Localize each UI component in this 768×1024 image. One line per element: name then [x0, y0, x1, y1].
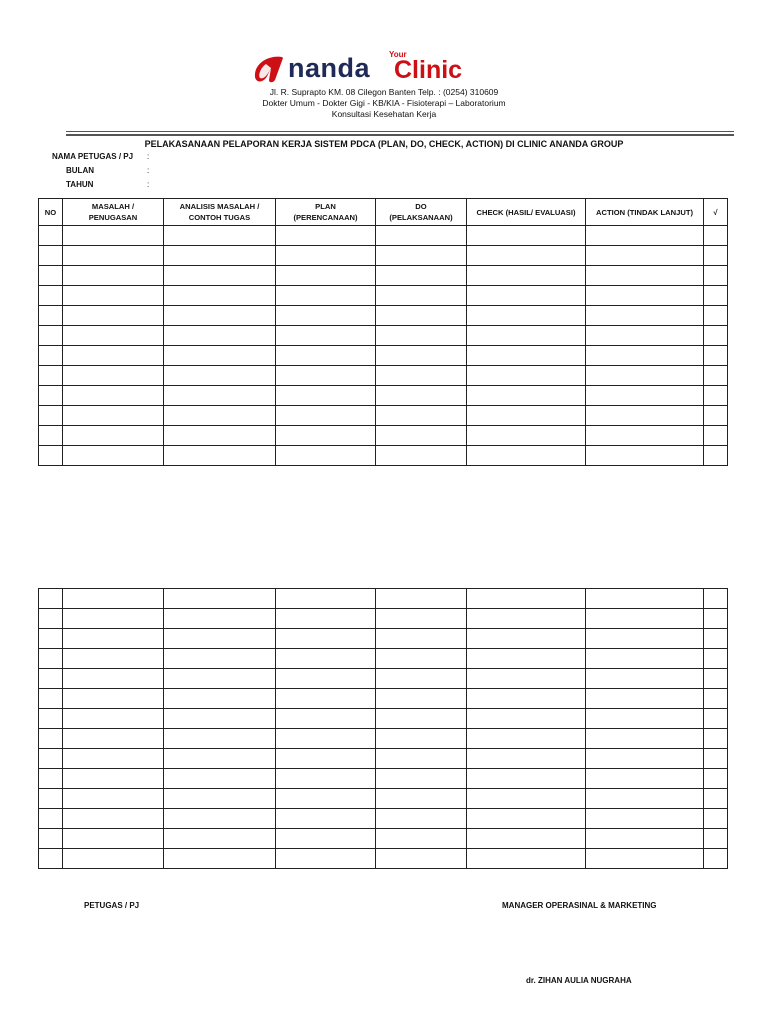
- table-cell[interactable]: [63, 246, 164, 266]
- table-cell[interactable]: [704, 849, 728, 869]
- table-cell[interactable]: [704, 629, 728, 649]
- table-cell[interactable]: [164, 849, 276, 869]
- table-row: [39, 326, 728, 346]
- table-cell[interactable]: [586, 789, 704, 809]
- table-cell[interactable]: [63, 426, 164, 446]
- table-cell[interactable]: [276, 729, 376, 749]
- table-cell[interactable]: [164, 266, 276, 286]
- table-cell[interactable]: [39, 849, 63, 869]
- table-cell[interactable]: [39, 629, 63, 649]
- table-cell[interactable]: [376, 346, 467, 366]
- logo-mark-icon: [252, 54, 288, 86]
- table-cell[interactable]: [39, 326, 63, 346]
- table-row: [39, 709, 728, 729]
- table-cell[interactable]: [63, 729, 164, 749]
- table-cell[interactable]: [586, 749, 704, 769]
- table-row: [39, 246, 728, 266]
- table-cell[interactable]: [164, 689, 276, 709]
- table-row: [39, 849, 728, 869]
- table-cell[interactable]: [467, 649, 586, 669]
- table-cell[interactable]: [164, 809, 276, 829]
- table-cell[interactable]: [164, 226, 276, 246]
- table-row: [39, 306, 728, 326]
- table-cell[interactable]: [376, 669, 467, 689]
- table-cell[interactable]: [376, 789, 467, 809]
- table-cell[interactable]: [376, 446, 467, 466]
- table-cell[interactable]: [276, 346, 376, 366]
- table-row: [39, 769, 728, 789]
- table-cell[interactable]: [39, 226, 63, 246]
- table-cell[interactable]: [39, 649, 63, 669]
- table-cell[interactable]: [63, 266, 164, 286]
- table-row: [39, 689, 728, 709]
- table-cell[interactable]: [164, 769, 276, 789]
- table-cell[interactable]: [63, 689, 164, 709]
- table-cell[interactable]: [39, 789, 63, 809]
- table-cell[interactable]: [704, 226, 728, 246]
- table-cell[interactable]: [376, 266, 467, 286]
- table-cell[interactable]: [63, 306, 164, 326]
- table-cell[interactable]: [276, 246, 376, 266]
- header-divider-thick: [66, 134, 734, 136]
- table-cell[interactable]: [276, 266, 376, 286]
- table-cell[interactable]: [704, 589, 728, 609]
- table-row: [39, 589, 728, 609]
- table-cell[interactable]: [39, 809, 63, 829]
- table-cell[interactable]: [164, 346, 276, 366]
- table-cell[interactable]: [376, 729, 467, 749]
- table-cell[interactable]: [467, 769, 586, 789]
- table-cell[interactable]: [39, 769, 63, 789]
- table-cell[interactable]: [704, 809, 728, 829]
- table-cell[interactable]: [164, 829, 276, 849]
- table-cell[interactable]: [276, 709, 376, 729]
- field-colon-petugas: :: [147, 152, 150, 161]
- table-cell[interactable]: [376, 589, 467, 609]
- table-cell[interactable]: [586, 386, 704, 406]
- table-cell[interactable]: [467, 286, 586, 306]
- table-cell[interactable]: [704, 246, 728, 266]
- table-cell[interactable]: [586, 589, 704, 609]
- table-row: [39, 809, 728, 829]
- table-cell[interactable]: [376, 649, 467, 669]
- table-cell[interactable]: [376, 849, 467, 869]
- table-cell[interactable]: [164, 609, 276, 629]
- table-cell[interactable]: [63, 226, 164, 246]
- table-cell[interactable]: [276, 386, 376, 406]
- table-cell[interactable]: [467, 809, 586, 829]
- table-cell[interactable]: [63, 346, 164, 366]
- table-row: [39, 406, 728, 426]
- table-cell[interactable]: [63, 629, 164, 649]
- table-cell[interactable]: [586, 629, 704, 649]
- table-cell[interactable]: [467, 749, 586, 769]
- table-cell[interactable]: [467, 266, 586, 286]
- table-row: [39, 649, 728, 669]
- table-cell[interactable]: [586, 829, 704, 849]
- table-cell[interactable]: [586, 226, 704, 246]
- logo-your-text: Your: [389, 50, 407, 59]
- table-cell[interactable]: [164, 729, 276, 749]
- table-cell[interactable]: [467, 609, 586, 629]
- table-cell[interactable]: [63, 406, 164, 426]
- table-cell[interactable]: [63, 849, 164, 869]
- table-row: [39, 386, 728, 406]
- table-cell[interactable]: [376, 406, 467, 426]
- header-no: NO: [39, 199, 63, 226]
- table-cell[interactable]: [586, 306, 704, 326]
- table-cell[interactable]: [376, 769, 467, 789]
- table-cell[interactable]: [276, 226, 376, 246]
- table-cell[interactable]: [376, 226, 467, 246]
- table-cell[interactable]: [164, 426, 276, 446]
- table-cell[interactable]: [39, 246, 63, 266]
- table-cell[interactable]: [39, 589, 63, 609]
- table-cell[interactable]: [39, 426, 63, 446]
- table-cell[interactable]: [39, 689, 63, 709]
- table-cell[interactable]: [586, 446, 704, 466]
- table-cell[interactable]: [376, 629, 467, 649]
- table-row: [39, 669, 728, 689]
- table-row: [39, 446, 728, 466]
- table-cell[interactable]: [467, 789, 586, 809]
- table-cell[interactable]: [704, 609, 728, 629]
- table-cell[interactable]: [376, 749, 467, 769]
- address-line-3: Konsultasi Kesehatan Kerja: [331, 109, 437, 119]
- table-cell[interactable]: [586, 246, 704, 266]
- table-cell[interactable]: [467, 446, 586, 466]
- table-cell[interactable]: [276, 326, 376, 346]
- table-cell[interactable]: [586, 809, 704, 829]
- table-cell[interactable]: [39, 286, 63, 306]
- table-cell[interactable]: [704, 769, 728, 789]
- table-cell[interactable]: [376, 709, 467, 729]
- table-cell[interactable]: [276, 406, 376, 426]
- table-cell[interactable]: [164, 629, 276, 649]
- table-cell[interactable]: [376, 286, 467, 306]
- table-cell[interactable]: [39, 366, 63, 386]
- table-cell[interactable]: [276, 849, 376, 869]
- clinic-logo: [252, 48, 492, 88]
- table-cell[interactable]: [276, 829, 376, 849]
- table-cell[interactable]: [164, 386, 276, 406]
- table-cell[interactable]: [376, 609, 467, 629]
- table-cell[interactable]: [586, 729, 704, 749]
- table-cell[interactable]: [586, 426, 704, 446]
- signature-label-manager: MANAGER OPERASINAL & MARKETING: [502, 901, 657, 910]
- table-cell[interactable]: [63, 649, 164, 669]
- table-cell[interactable]: [704, 729, 728, 749]
- pdca-table-2: [38, 588, 728, 869]
- table-cell[interactable]: [63, 326, 164, 346]
- header-check: CHECK (HASIL/ EVALUASI): [467, 199, 586, 226]
- pdca-table-1: [38, 198, 728, 466]
- table-cell[interactable]: [164, 669, 276, 689]
- table-cell[interactable]: [467, 406, 586, 426]
- table-cell[interactable]: [586, 326, 704, 346]
- address-line-2: Dokter Umum - Dokter Gigi - KB/KIA - Fisioterapi – Laboratorium: [262, 98, 506, 108]
- table-cell[interactable]: [704, 326, 728, 346]
- header-plan: PLAN (PERENCANAAN): [276, 199, 376, 226]
- table-cell[interactable]: [376, 689, 467, 709]
- document-title: PELAKASANAAN PELAPORAN KERJA SISTEM PDCA (PLAN, DO, CHECK, ACTION) DI CLINIC ANANDA GROUP: [144, 139, 624, 149]
- table-cell[interactable]: [276, 689, 376, 709]
- table-cell[interactable]: [164, 589, 276, 609]
- logo-clinic-text: Clinic: [394, 56, 463, 84]
- table-cell[interactable]: [586, 346, 704, 366]
- table-cell[interactable]: [704, 286, 728, 306]
- signature-name-manager: dr. ZIHAN AULIA NUGRAHA: [526, 976, 632, 985]
- table-cell[interactable]: [63, 809, 164, 829]
- table-cell[interactable]: [704, 306, 728, 326]
- table-cell[interactable]: [704, 266, 728, 286]
- table-cell[interactable]: [467, 689, 586, 709]
- table-cell[interactable]: [39, 266, 63, 286]
- table-row: [39, 346, 728, 366]
- table-cell[interactable]: [704, 446, 728, 466]
- table-cell[interactable]: [276, 446, 376, 466]
- table-cell[interactable]: [376, 386, 467, 406]
- table-cell[interactable]: [467, 326, 586, 346]
- table-cell[interactable]: [276, 809, 376, 829]
- table-cell[interactable]: [39, 729, 63, 749]
- table-cell[interactable]: [467, 849, 586, 869]
- table-row: [39, 226, 728, 246]
- field-colon-tahun: :: [147, 180, 150, 189]
- table-cell[interactable]: [586, 709, 704, 729]
- table-cell[interactable]: [586, 366, 704, 386]
- table-row: [39, 629, 728, 649]
- table-cell[interactable]: [586, 406, 704, 426]
- header-analisis: ANALISIS MASALAH / CONTOH TUGAS: [164, 199, 276, 226]
- table-cell[interactable]: [467, 226, 586, 246]
- table-cell[interactable]: [467, 306, 586, 326]
- table-cell[interactable]: [164, 246, 276, 266]
- table-cell[interactable]: [586, 286, 704, 306]
- table-cell[interactable]: [586, 849, 704, 869]
- table-row: [39, 609, 728, 629]
- table-cell[interactable]: [704, 649, 728, 669]
- table-cell[interactable]: [164, 306, 276, 326]
- table-cell[interactable]: [276, 609, 376, 629]
- table-cell[interactable]: [704, 709, 728, 729]
- table-cell[interactable]: [164, 749, 276, 769]
- address-line-1: Jl. R. Suprapto KM. 08 Cilegon Banten Telp. : (0254) 310609: [269, 87, 499, 97]
- table-cell[interactable]: [164, 366, 276, 386]
- field-label-bulan: BULAN: [66, 166, 94, 175]
- signature-label-petugas: PETUGAS / PJ: [84, 901, 140, 910]
- table-row: [39, 829, 728, 849]
- table-cell[interactable]: [39, 609, 63, 629]
- table-cell[interactable]: [276, 789, 376, 809]
- table-cell[interactable]: [467, 366, 586, 386]
- table-cell[interactable]: [39, 446, 63, 466]
- table-cell[interactable]: [276, 769, 376, 789]
- table-cell[interactable]: [704, 346, 728, 366]
- table-row: [39, 266, 728, 286]
- table-cell[interactable]: [276, 426, 376, 446]
- table-cell[interactable]: [164, 446, 276, 466]
- table-cell[interactable]: [276, 629, 376, 649]
- table-row: [39, 789, 728, 809]
- table-row: [39, 749, 728, 769]
- table-cell[interactable]: [164, 406, 276, 426]
- table-cell[interactable]: [704, 426, 728, 446]
- table-cell[interactable]: [376, 829, 467, 849]
- table-cell[interactable]: [276, 649, 376, 669]
- table-cell[interactable]: [704, 749, 728, 769]
- table-cell[interactable]: [704, 386, 728, 406]
- table-cell[interactable]: [39, 306, 63, 326]
- table-cell[interactable]: [63, 669, 164, 689]
- header-do: DO (PELAKSANAAN): [376, 199, 467, 226]
- header-checkmark: √: [704, 199, 728, 226]
- table-cell[interactable]: [63, 589, 164, 609]
- table-cell[interactable]: [376, 246, 467, 266]
- table-cell[interactable]: [39, 406, 63, 426]
- table-row: [39, 426, 728, 446]
- logo-brand-text: nanda: [288, 53, 371, 83]
- table-cell[interactable]: [467, 669, 586, 689]
- table-cell[interactable]: [276, 306, 376, 326]
- table-cell[interactable]: [586, 649, 704, 669]
- table-cell[interactable]: [164, 286, 276, 306]
- table-cell[interactable]: [63, 829, 164, 849]
- header-action: ACTION (TINDAK LANJUT): [586, 199, 704, 226]
- table-cell[interactable]: [376, 809, 467, 829]
- table-header-row: [39, 199, 728, 226]
- table-cell[interactable]: [467, 246, 586, 266]
- table-cell[interactable]: [467, 426, 586, 446]
- table-cell[interactable]: [276, 366, 376, 386]
- table-cell[interactable]: [704, 366, 728, 386]
- table-cell[interactable]: [276, 286, 376, 306]
- table-cell[interactable]: [704, 406, 728, 426]
- table-row: [39, 366, 728, 386]
- table-cell[interactable]: [467, 729, 586, 749]
- table-cell[interactable]: [704, 829, 728, 849]
- table-cell[interactable]: [586, 669, 704, 689]
- header-divider: [66, 131, 734, 132]
- table-cell[interactable]: [467, 829, 586, 849]
- table-row: [39, 729, 728, 749]
- table-cell[interactable]: [164, 326, 276, 346]
- table-cell[interactable]: [39, 346, 63, 366]
- table-cell[interactable]: [376, 306, 467, 326]
- table-cell[interactable]: [39, 669, 63, 689]
- field-label-tahun: TAHUN: [66, 180, 94, 189]
- table-cell[interactable]: [63, 366, 164, 386]
- table-cell[interactable]: [39, 709, 63, 729]
- table-cell[interactable]: [63, 446, 164, 466]
- table-cell[interactable]: [63, 386, 164, 406]
- table-cell[interactable]: [704, 689, 728, 709]
- field-colon-bulan: :: [147, 166, 150, 175]
- table-cell[interactable]: [467, 386, 586, 406]
- table-cell[interactable]: [467, 629, 586, 649]
- table-cell[interactable]: [586, 689, 704, 709]
- table-cell[interactable]: [164, 709, 276, 729]
- table-cell[interactable]: [586, 609, 704, 629]
- table-cell[interactable]: [467, 589, 586, 609]
- table-cell[interactable]: [376, 426, 467, 446]
- table-cell[interactable]: [63, 286, 164, 306]
- table-cell[interactable]: [63, 749, 164, 769]
- table-cell[interactable]: [276, 749, 376, 769]
- table-cell[interactable]: [63, 789, 164, 809]
- table-cell[interactable]: [276, 589, 376, 609]
- table-cell[interactable]: [63, 609, 164, 629]
- table-cell[interactable]: [586, 266, 704, 286]
- table-cell[interactable]: [376, 366, 467, 386]
- table-cell[interactable]: [467, 709, 586, 729]
- table-cell[interactable]: [39, 386, 63, 406]
- header-masalah: MASALAH / PENUGASAN: [63, 199, 164, 226]
- table-cell[interactable]: [164, 789, 276, 809]
- table-cell[interactable]: [586, 769, 704, 789]
- table-cell[interactable]: [467, 346, 586, 366]
- table-cell[interactable]: [39, 749, 63, 769]
- table-row: [39, 286, 728, 306]
- table-cell[interactable]: [63, 769, 164, 789]
- table-cell[interactable]: [376, 326, 467, 346]
- table-cell[interactable]: [39, 829, 63, 849]
- table-cell[interactable]: [164, 649, 276, 669]
- table-cell[interactable]: [276, 669, 376, 689]
- table-cell[interactable]: [704, 669, 728, 689]
- field-label-petugas: NAMA PETUGAS / PJ: [52, 152, 134, 161]
- table-cell[interactable]: [63, 709, 164, 729]
- table-cell[interactable]: [704, 789, 728, 809]
